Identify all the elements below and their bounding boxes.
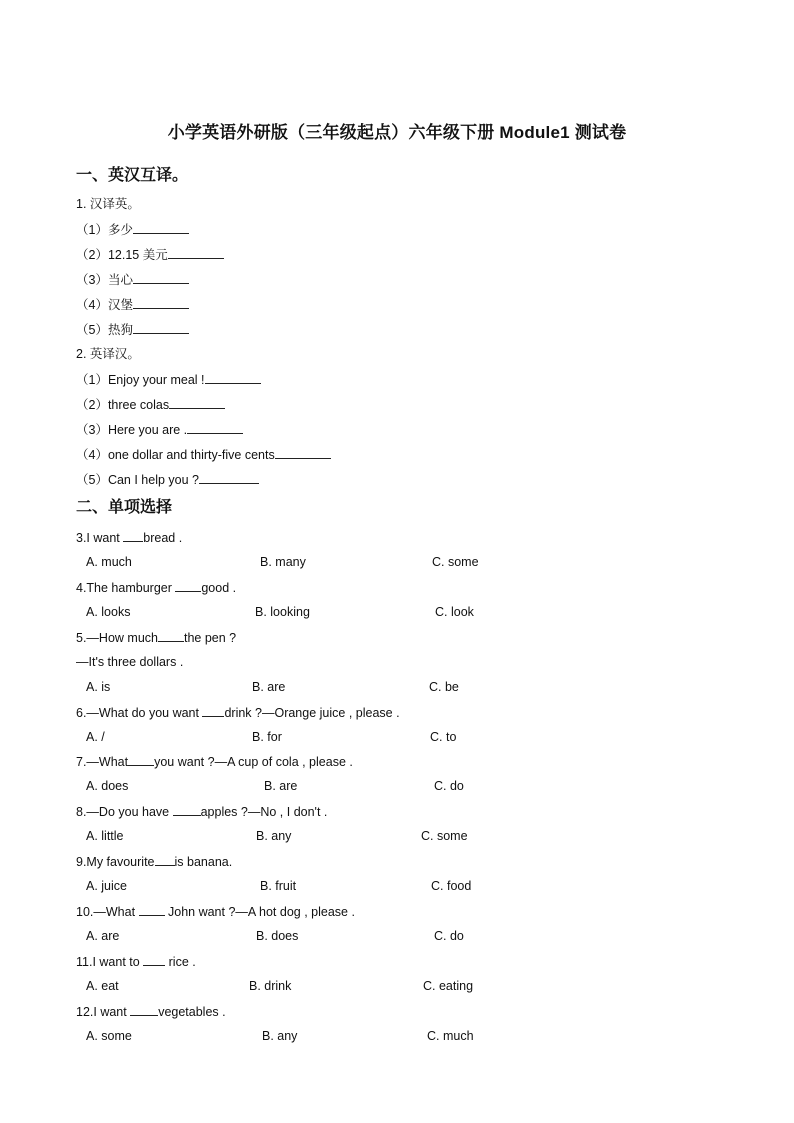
page-title: 小学英语外研版（三年级起点）六年级下册 Module1 测试卷 [167, 123, 627, 142]
option-b[interactable]: B. are [264, 779, 298, 793]
q2-item [76, 471, 259, 488]
stem-text: bread . [143, 531, 183, 545]
q2-item [76, 371, 261, 388]
stem-text: 12.I want [76, 1005, 131, 1019]
answer-blank[interactable] [168, 246, 224, 259]
stem-text: drink ?—Orange juice , please . [224, 706, 400, 720]
q1-item [76, 321, 189, 338]
answer-blank[interactable] [143, 953, 165, 966]
q1-item-text: （3）当心 [76, 273, 133, 287]
option-b[interactable]: B. many [260, 555, 306, 569]
stem-text: 11.I want to [76, 955, 144, 969]
option-a[interactable]: A. does [86, 779, 129, 793]
q2-item-text: （4）one dollar and thirty-five cents [76, 448, 275, 462]
q1-item-text: （5）热狗 [76, 323, 133, 337]
option-a[interactable]: A. little [86, 829, 124, 843]
option-c[interactable]: C. much [427, 1029, 474, 1043]
answer-blank[interactable] [133, 221, 189, 234]
option-c[interactable]: C. some [421, 829, 468, 843]
answer-blank[interactable] [187, 421, 243, 434]
option-c[interactable]: C. to [430, 730, 457, 744]
q1-item-text: （4）汉堡 [76, 298, 133, 312]
q2-item-text: （5）Can I help you ? [76, 473, 199, 487]
question-stem [76, 704, 400, 721]
option-c[interactable]: C. food [431, 879, 472, 893]
option-b[interactable]: B. drink [249, 979, 292, 993]
answer-blank[interactable] [133, 271, 189, 284]
option-b[interactable]: B. looking [255, 605, 310, 619]
q2-item-text: （1）Enjoy your meal ! [76, 373, 205, 387]
section-heading-multiple-choice: 二、单项选择 [76, 499, 173, 516]
stem-text: 7.—What [76, 755, 129, 769]
answer-blank[interactable] [199, 471, 259, 484]
question-dialogue-line: —It's three dollars . [76, 655, 184, 669]
option-b[interactable]: B. fruit [260, 879, 297, 893]
answer-blank[interactable] [155, 853, 175, 866]
q1-heading: 1. 汉译英。 [76, 197, 140, 211]
option-b[interactable]: B. are [252, 680, 286, 694]
stem-text: 10.—What [76, 905, 139, 919]
stem-text: John want ?—A hot dog , please . [164, 905, 355, 919]
option-a[interactable]: A. / [86, 730, 105, 744]
question-stem [76, 1003, 226, 1020]
q2-item [76, 421, 243, 438]
q2-item [76, 446, 331, 463]
stem-text: vegetables . [158, 1005, 226, 1019]
question-stem [76, 753, 353, 770]
stem-text: rice . [165, 955, 196, 969]
option-b[interactable]: B. any [256, 829, 292, 843]
option-c[interactable]: C. look [435, 605, 474, 619]
question-stem [76, 903, 355, 920]
q1-item-text: （1）多少 [76, 223, 133, 237]
answer-blank[interactable] [202, 704, 224, 717]
question-stem [76, 529, 182, 546]
option-c[interactable]: C. be [429, 680, 459, 694]
option-b[interactable]: B. any [262, 1029, 298, 1043]
answer-blank[interactable] [133, 296, 189, 309]
option-b[interactable]: B. for [252, 730, 282, 744]
q1-item [76, 246, 224, 263]
answer-blank[interactable] [205, 371, 261, 384]
q1-item [76, 271, 189, 288]
option-a[interactable]: A. much [86, 555, 132, 569]
q2-item [76, 396, 225, 413]
option-c[interactable]: C. do [434, 779, 464, 793]
q1-item [76, 221, 189, 238]
option-c[interactable]: C. do [434, 929, 464, 943]
stem-text: you want ?—A cup of cola , please . [154, 755, 353, 769]
option-a[interactable]: A. some [86, 1029, 132, 1043]
question-stem [76, 629, 236, 646]
q2-item-text: （3）Here you are . [76, 423, 188, 437]
answer-blank[interactable] [158, 629, 184, 642]
q1-item-text: （2）12.15 美元 [76, 248, 168, 262]
answer-blank[interactable] [139, 903, 165, 916]
q1-item [76, 296, 189, 313]
option-a[interactable]: A. are [86, 929, 120, 943]
answer-blank[interactable] [173, 803, 201, 816]
option-c[interactable]: C. eating [423, 979, 474, 993]
q2-heading: 2. 英译汉。 [76, 347, 140, 361]
question-stem [76, 953, 196, 970]
stem-text: 3.I want [76, 531, 124, 545]
answer-blank[interactable] [130, 1003, 158, 1016]
answer-blank[interactable] [123, 529, 143, 542]
answer-blank[interactable] [175, 579, 201, 592]
stem-text: 6.—What do you want [76, 706, 203, 720]
question-stem [76, 579, 236, 596]
option-a[interactable]: A. eat [86, 979, 119, 993]
option-c[interactable]: C. some [432, 555, 479, 569]
question-stem [76, 803, 327, 820]
option-a[interactable]: A. is [86, 680, 111, 694]
answer-blank[interactable] [133, 321, 189, 334]
stem-text: 5.—How much [76, 631, 158, 645]
stem-text: apples ?—No , I don't . [200, 805, 328, 819]
answer-blank[interactable] [275, 446, 331, 459]
section-heading-translation: 一、英汉互译。 [76, 167, 189, 184]
stem-text: 9.My favourite [76, 855, 155, 869]
option-b[interactable]: B. does [256, 929, 299, 943]
q2-item-text: （2）three colas [76, 398, 170, 412]
stem-text: the pen ? [183, 631, 237, 645]
stem-text: 8.—Do you have [76, 805, 173, 819]
option-a[interactable]: A. juice [86, 879, 127, 893]
question-stem [76, 853, 232, 870]
answer-blank[interactable] [128, 753, 154, 766]
stem-text: good . [201, 581, 237, 595]
stem-text: 4.The hamburger [76, 581, 176, 595]
stem-text: is banana. [174, 855, 233, 869]
answer-blank[interactable] [169, 396, 225, 409]
option-a[interactable]: A. looks [86, 605, 131, 619]
